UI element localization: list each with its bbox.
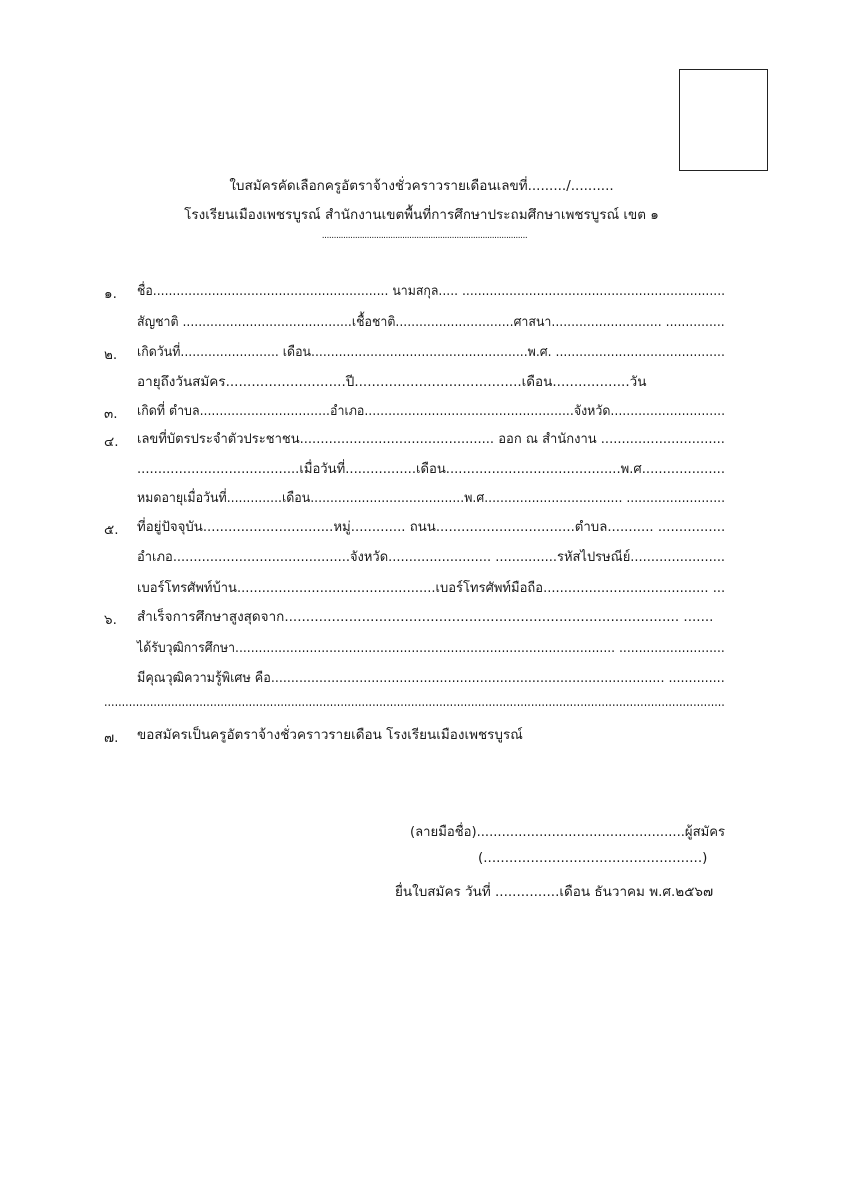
address-line: ที่อยู่ปัจจุบัน...............................หมู่............. ถนน.................................ตำบล........... ................	[137, 519, 726, 535]
birthplace-line: เกิดที่ ตำบล.................................อำเภอ.....................................................จังหวัด.............................	[137, 403, 726, 419]
submission-date-line: ยื่นใบสมัคร วันที่ ...............เดือน ธันวาคม พ.ศ.๒๕๖๗	[395, 884, 714, 900]
item-number-5: ๕.	[104, 522, 119, 538]
special-skills-line: มีคุณวุฒิความรู้พิเศษ คือ.................................................................................................. ..............	[137, 670, 725, 686]
photo-box	[679, 69, 768, 171]
item-number-2: ๒.	[104, 347, 118, 363]
nationality-line: สัญชาติ ...........................................เชื้อชาติ..............................ศาสนา............................ ...............	[137, 314, 725, 330]
degree-line: ได้รับวุฒิการศึกษา................................................................................................. ...........................	[137, 640, 725, 656]
item-number-6: ๖.	[104, 612, 117, 628]
extra-dotline: ................................................................................................................................................................................	[104, 694, 725, 710]
item-number-7: ๗.	[104, 730, 119, 746]
id-card-line: เลขที่บัตรประจำตัวประชาชน............................................... ออก ณ สำนักงาน ..............................	[137, 431, 725, 447]
birthdate-line: เกิดวันที่......................... เดือน.......................................................พ.ศ. ...........................................	[137, 344, 725, 360]
district-line: อำเภอ...........................................จังหวัด......................... ...............รหัสไปรษณีย์.......................	[137, 549, 726, 565]
form-title: ใบสมัครคัดเลือกครูอัตราจ้างชั่วคราวรายเดือนเลขที่........./..........	[229, 178, 614, 194]
id-issue-date-line: .......................................เมื่อวันที่.................เดือน..........................................พ.ศ....................	[137, 461, 726, 477]
printed-name-line: (...................................................)	[478, 850, 708, 866]
education-line: สำเร็จการศึกษาสูงสุดจาก............................................................................................ .......	[137, 609, 714, 625]
header-dotline: .......................................................................................	[321, 231, 528, 241]
id-expiry-line: หมดอายุเมื่อวันที่..............เดือน.......................................พ.ศ................................... .........................	[137, 490, 726, 506]
phone-line: เบอร์โทรศัพท์บ้าน................................................เบอร์โทรศัพท์มือถือ........................................ ...	[137, 580, 726, 596]
item-number-1: ๑.	[104, 286, 117, 302]
item-number-4: ๔.	[104, 434, 119, 450]
signature-line: (ลายมือชื่อ)..................................................ผู้สมัคร	[410, 824, 726, 840]
application-statement: ขอสมัครเป็นครูอัตราจ้างชั่วคราวรายเดือน โรงเรียนเมืองเพชรบูรณ์	[137, 727, 523, 743]
name-surname-line: ชื่อ............................................................ นามสกุล..... ...................................................................	[137, 283, 726, 299]
age-line: อายุถึงวันสมัคร............................ปี.......................................เดือน..................วัน	[137, 374, 647, 390]
school-line: โรงเรียนเมืองเพชรบูรณ์ สำนักงานเขตพื้นที่การศึกษาประถมศึกษาเพชรบูรณ์ เขต ๑	[184, 207, 659, 223]
item-number-3: ๓.	[104, 406, 118, 422]
